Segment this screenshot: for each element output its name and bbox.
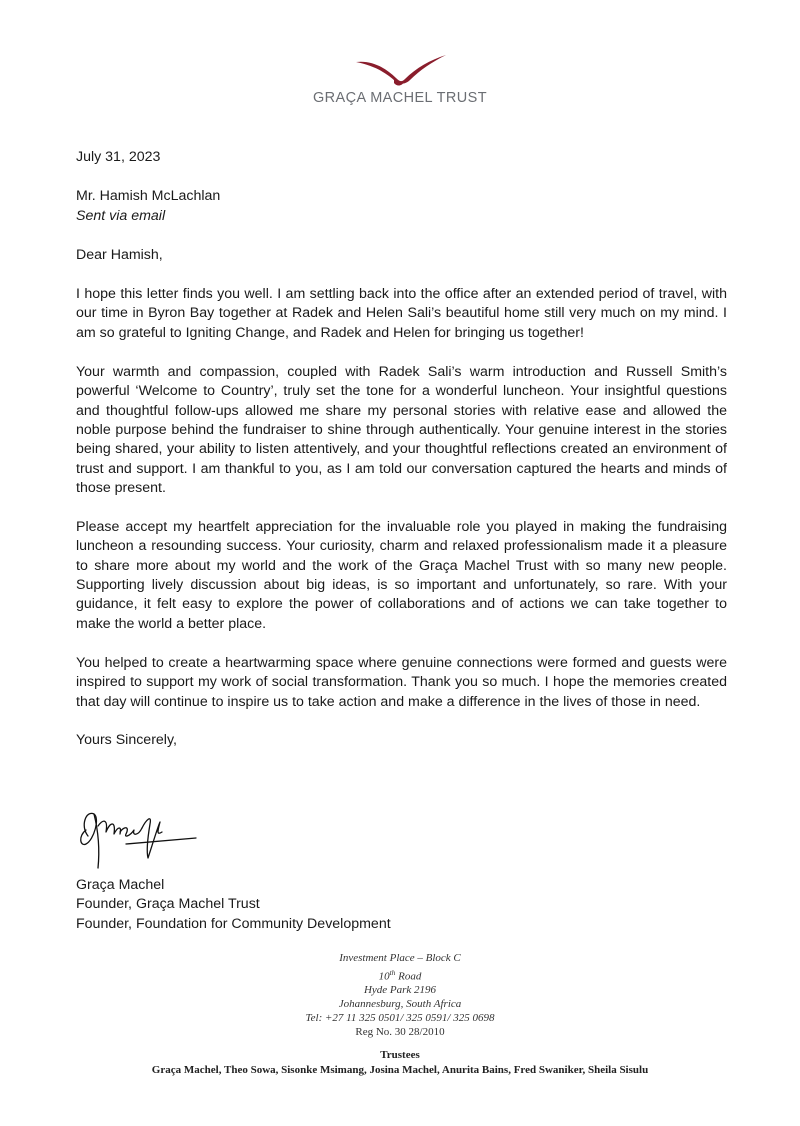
trustees-list: Graça Machel, Theo Sowa, Sisonke Msimang, Josina Machel, Anurita Bains, Fred Swaniker, Sheila Sisulu [151,1064,649,1076]
street-number-suffix: th [389,967,396,977]
address-line-4: Johannesburg, South Africa [338,998,462,1011]
paragraph-1: I hope this letter finds you well. I am settling back into the office after an extended period of travel, with our time in Byron Bay together at Radek and Helen Sali’s beautiful home still very much on my mind. I am so grateful to Igniting Change, and Radek and Helen for bringing us together! [76,286,727,341]
closing: Yours Sincerely, [76,731,177,748]
paragraph-2: Your warmth and compassion, coupled with Radek Sali’s warm introduction and Russell Smith’s powerful ‘Welcome to Country’, truly set the tone for a wonderful luncheon. Your insightful questions and thoughtful follow-ups allowed me share my personal stories with relative ease and allowed the noble purpose behind the fundraiser to shine through authentically. Your genuine interest in the stories being shared, your ability to listen attentively, and your thoughtful reflections created an environment of trust and support. I am thankful to you, as I am told our conversation captured the hearts and minds of those present. [76,364,727,496]
paragraph-4: You helped to create a heartwarming space where genuine connections were formed and guests were inspired to support my work of social transformation. Thank you so much. I hope the memories created that day will continue to inspire us to take action and make a difference in the lives of those in need. [76,654,727,710]
signer-title-2: Founder, Foundation for Community Development [76,915,391,932]
org-name: GRAÇA MACHEL TRUST [313,90,487,106]
signer-name: Graça Machel [76,877,165,893]
bird-in-flight-icon [350,52,450,88]
trustees-block [0,1048,800,1078]
address-line-2 [0,966,800,984]
trustees-heading: Trustees [380,1049,420,1061]
recipient-name: Mr. Hamish McLachlan [76,188,221,205]
registration-number: Reg No. 30 28/2010 [355,1025,445,1038]
paragraph-3: Please accept my heartfelt appreciation for the invaluable role you played in making the fundraising luncheon a resounding success. Your curiosity, charm and relaxed professionalism made it a pleasure to share more about my world and the work of the Graça Machel Trust with so many new people. Supporting lively discussion about big ideas, is so important and unfortunately, so rare. With your guidance, it felt easy to explore the power of collaborations and of actions we can take together to make the world a better place. [76,519,727,632]
street-name: Road [395,970,422,983]
letter-body [76,148,727,750]
signer-block [76,876,391,934]
street-number: 10 [378,970,390,983]
address-line-3: Hyde Park 2196 [363,984,437,997]
phone-numbers: Tel: +27 11 325 0501/ 325 0591/ 325 0698 [305,1011,495,1024]
recipient-block [76,187,727,226]
salutation: Dear Hamish, [76,246,163,263]
letterhead [0,52,800,106]
handwritten-signature [72,796,202,879]
delivery-note: Sent via email [76,207,166,224]
footer-address [0,952,800,1039]
letter-date: July 31, 2023 [76,149,161,165]
address-line-1: Investment Place – Block C [339,952,461,964]
signer-title-1: Founder, Graça Machel Trust [76,896,260,913]
